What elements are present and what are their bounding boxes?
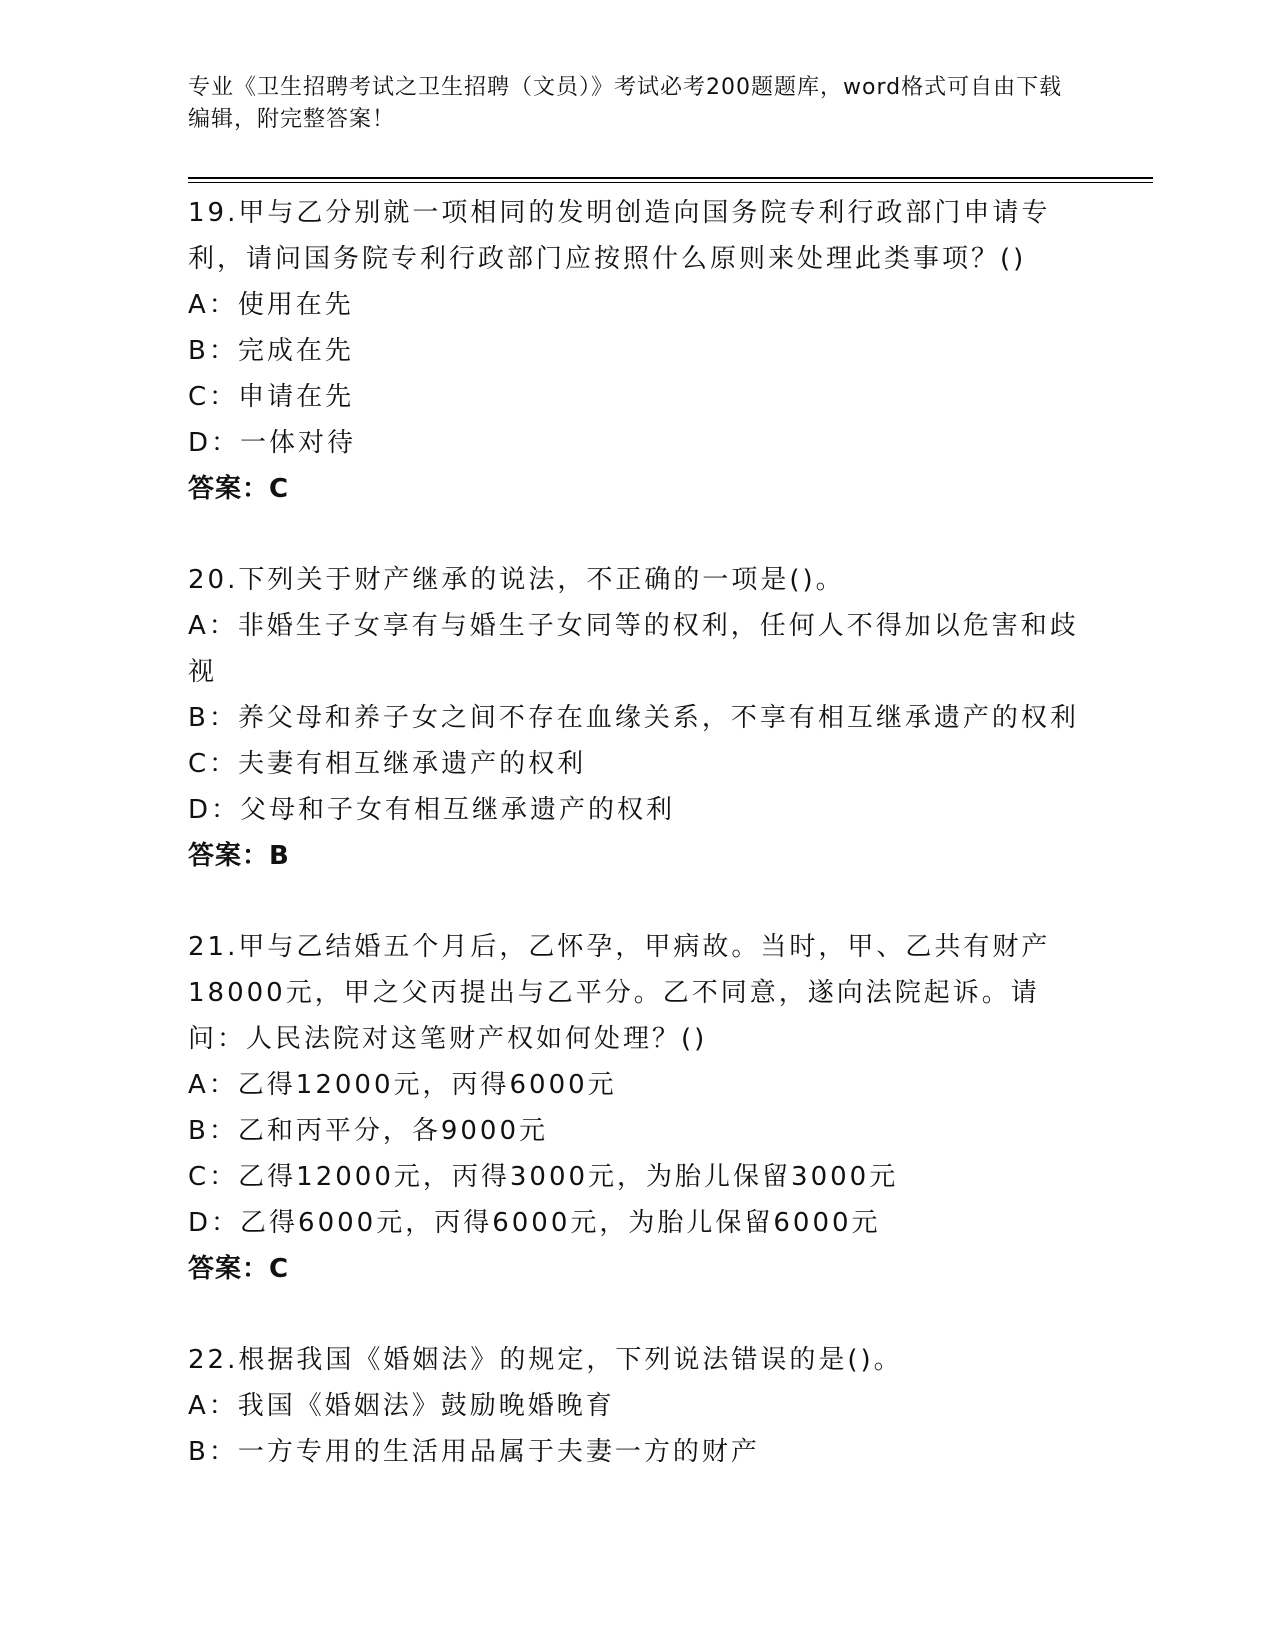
answer-line: 答案：C: [188, 1254, 290, 1284]
document-header: 专业《卫生招聘考试之卫生招聘（文员）》考试必考200题题库，word格式可自由下载编辑，附完整答案！: [188, 75, 1063, 132]
option-c: C：夫妻有相互继承遗产的权利: [188, 749, 587, 779]
option-c: C：乙得12000元，丙得3000元，为胎儿保留3000元: [188, 1162, 899, 1192]
option-d: D：父母和子女有相互继承遗产的权利: [188, 795, 676, 825]
question-21: [188, 924, 1088, 1292]
option-a: A：非婚生子女享有与婚生子女同等的权利，任何人不得加以危害和歧视: [188, 611, 1079, 687]
option-b: B：完成在先: [188, 336, 354, 366]
answer-line: 答案：C: [188, 474, 290, 504]
option-b: B：养父母和养子女之间不存在血缘关系，不享有相互继承遗产的权利: [188, 703, 1079, 733]
answer-line: 答案：B: [188, 841, 290, 871]
option-d: D：乙得6000元，丙得6000元，为胎儿保留6000元: [188, 1208, 881, 1238]
question-20: [188, 557, 1088, 879]
option-b: B：一方专用的生活用品属于夫妻一方的财产: [188, 1437, 760, 1467]
question-text: 19.甲与乙分别就一项相同的发明创造向国务院专利行政部门申请专利，请问国务院专利行政部门应按照什么原则来处理此类事项？(): [188, 198, 1051, 274]
option-a: A：使用在先: [188, 290, 354, 320]
option-b: B：乙和丙平分，各9000元: [188, 1116, 549, 1146]
question-text: 22.根据我国《婚姻法》的规定，下列说法错误的是()。: [188, 1345, 903, 1375]
option-d: D：一体对待: [188, 428, 357, 458]
question-list: [188, 190, 1088, 1520]
question-22: [188, 1337, 1088, 1475]
question-19: [188, 190, 1088, 512]
option-c: C：申请在先: [188, 382, 355, 412]
header-divider-thick: [188, 177, 1153, 179]
header-divider-thin: [188, 182, 1153, 183]
question-text: 20.下列关于财产继承的说法，不正确的一项是()。: [188, 565, 845, 595]
option-a: A：我国《婚姻法》鼓励晚婚晚育: [188, 1391, 615, 1421]
question-text: 21.甲与乙结婚五个月后，乙怀孕，甲病故。当时，甲、乙共有财产18000元，甲之父丙提出与乙平分。乙不同意，遂向法院起诉。请问：人民法院对这笔财产权如何处理？(): [188, 932, 1051, 1054]
option-a: A：乙得12000元，丙得6000元: [188, 1070, 617, 1100]
